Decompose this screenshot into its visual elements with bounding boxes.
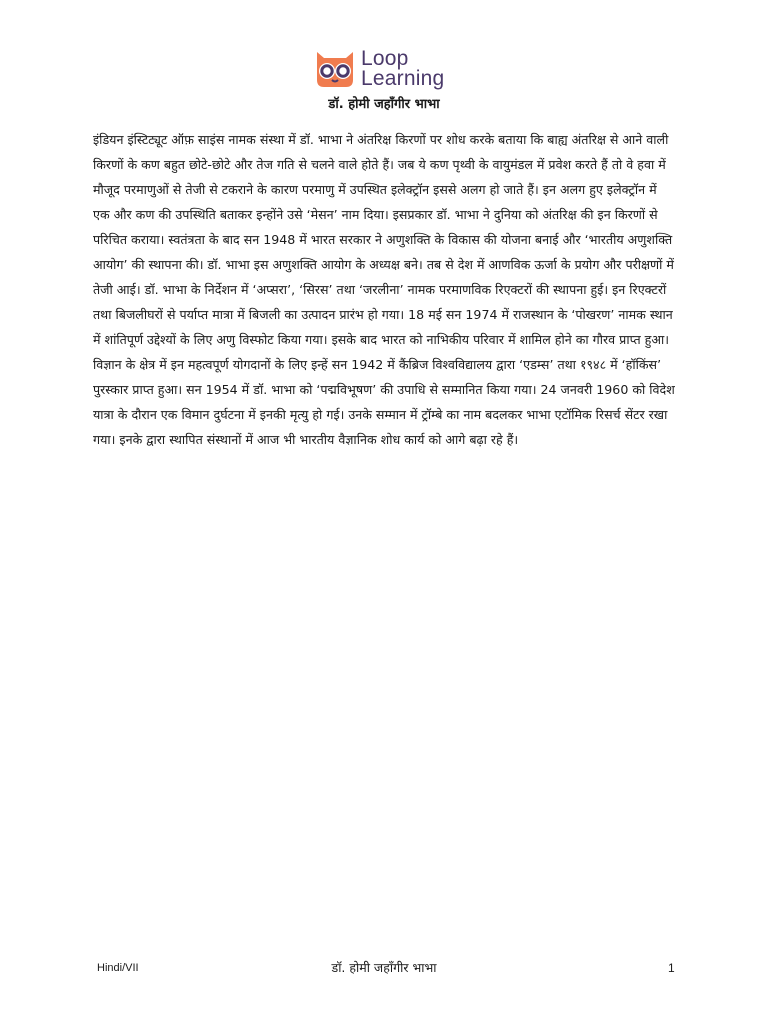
footer-title: डॉ. होमी जहाँगीर भाभा — [331, 960, 437, 975]
document-title: डॉ. होमी जहाँगीर भाभा — [328, 97, 440, 112]
page-number: 1 — [668, 961, 675, 975]
brand-name-line-2: Learning — [361, 67, 445, 90]
body-paragraph: इंडियन इंस्टिट्यूट ऑफ़ साइंस नामक संस्था में डॉ. भाभा ने अंतरिक्ष किरणों पर शोध करके बताया कि बाह्य अंतरिक्ष से आने वाली किरणों के कण बहुत छोटे-छोटे और तेज गति से चलने वाले होते हैं। जब ये कण पृथ्वी के वायुमंडल में प्रवेश करते हैं तो वे हवा में मौजूद परमाणुओं से तेजी से टकराने के कारण परमाणु में उपस्थित इलेक्ट्रॉन इससे अलग हो जाते हैं। इन अलग हुए इलेक्ट्रॉन में एक और कण की उपस्थिति बताकर इन्होंने उसे ‘मेसन’ नाम दिया। इसप्रकार डॉ. भाभा ने दुनिया को अंतरिक्ष की इन किरणों से परिचित कराया। स्वतंत्रता के बाद सन 1948 में भारत सरकार ने अणुशक्ति के विकास की योजना बनाई और ‘भारतीय अणुशक्ति आयोग’ की स्थापना की। डॉ. भाभा इस अणुशक्ति आयोग के अध्यक्ष बने। तब से देश में आणविक ऊर्जा के प्रयोग और परीक्षणों में तेजी आई। डॉ. भाभा के निर्देशन में ‘अप्सरा’, ‘सिरस’ तथा ‘जरलीना’ नामक परमाणविक रिएक्टरों की स्थापना हुई। इन रिएक्टरों तथा बिजलीघरों से पर्याप्त मात्रा में बिजली का उत्पादन प्रारंभ हो गया। 18 मई सन 1974 में राजस्थान के ‘पोखरण’ नामक स्थान में शांतिपूर्ण उद्देश्यों के लिए अणु विस्फोट किया गया। इसके बाद भारत को नाभिकीय परिवार में शामिल होने का गौरव प्राप्त हुआ। विज्ञान के क्षेत्र में इन महत्वपूर्ण योगदानों के लिए इन्हें सन 1942 में कैंब्रिज विश्वविद्यालय द्वारा ‘एडम्स’ तथा १९४८ में ‘हॉकिंस’ पुरस्कार प्राप्त हुआ। सन 1954 में डॉ. भाभा को ‘पद्मविभूषण’ की उपाधि से सम्मानित किया गया। 24 जनवरी 1960 को विदेश यात्रा के दौरान एक विमान दुर्घटना में इनकी मृत्यु हो गई। उनके सम्मान में ट्रॉम्बे का नाम बदलकर भाभा एटॉमिक रिसर्च सेंटर रखा गया। इनके द्वारा स्थापित संस्थानों में आज भी भारतीय वैज्ञानिक शोध कार्य को आगे बढ़ा रहे हैं। — [93, 132, 675, 447]
brand-name-line-1: Loop — [361, 47, 409, 70]
owl-icon — [313, 50, 357, 88]
page-footer — [0, 958, 768, 978]
footer-subject-class: Hindi/VII — [97, 962, 139, 974]
brand-logo — [313, 46, 463, 92]
